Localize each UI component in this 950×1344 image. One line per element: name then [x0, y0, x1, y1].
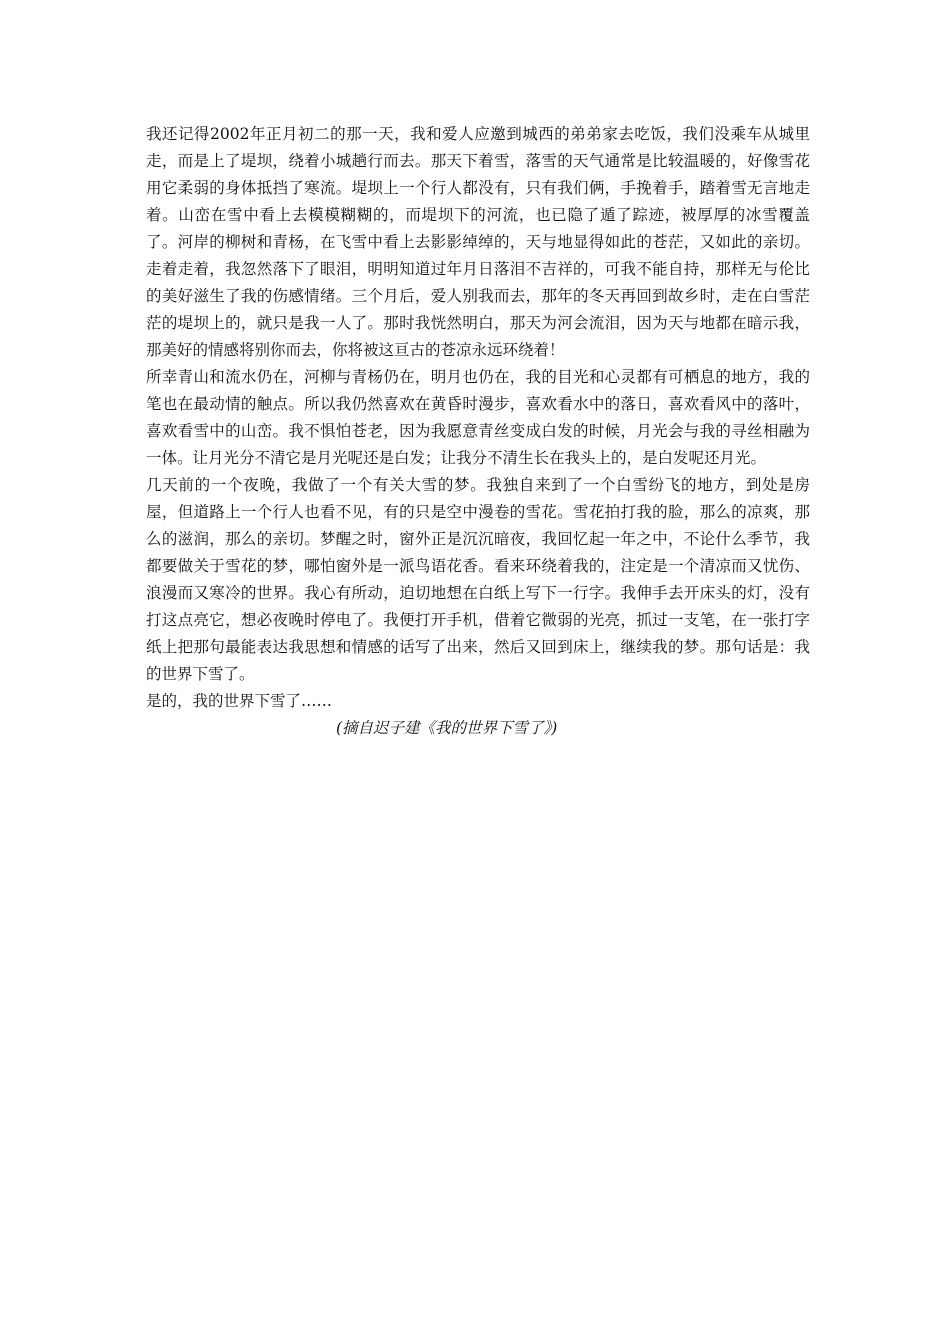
paragraph-2: 所幸青山和流水仍在，河柳与青杨仍在，明月也仍在，我的目光和心灵都有可栖息的地方，我的笔也在最动情的触点。所以我仍然喜欢在黄昏时漫步，喜欢看水中的落日，喜欢看风中的落叶，喜欢看雪中的山峦。我不惧怕苍老，因为我愿意青丝变成白发的时候，月光会与我的寻丝相融为一体。让月光分不清它是月光呢还是白发；让我分不清生长在我头上的，是白发呢还月光。: [146, 368, 810, 467]
paragraph-3: 几天前的一个夜晚，我做了一个有关大雪的梦。我独自来到了一个白雪纷飞的地方，到处是房屋，但道路上一个行人也看不见，有的只是空中漫卷的雪花。雪花拍打我的脸，那么的凉爽，那么的滋润，那么的亲切。梦醒之时，窗外正是沉沉暗夜，我回忆起一年之中，不论什么季节，我都要做关于雪花的梦，哪怕窗外是一派鸟语花香。看来环绕着我的，注定是一个清凉而又忧伤、浪漫而又寒冷的世界。我心有所动，迫切地想在白纸上写下一行字。我伸手去开床头的灯，没有打这点亮它，想必夜晚时停电了。我便打开手机，借着它微弱的光亮，抓过一支笔，在一张打字纸上把那句最能表达我思想和情感的话写了出来，然后又回到床上，继续我的梦。那句话是：我的世界下雪了。: [146, 476, 810, 683]
paragraph-4: 是的，我的世界下雪了……: [146, 692, 333, 710]
paragraph-1: 我还记得2002年正月初二的那一天，我和爱人应邀到城西的弟弟家去吃饭，我们没乘车从城里走，而是上了堤坝，绕着小城趟行而去。那天下着雪，落雪的天气通常是比较温暖的，好像雪花用它柔弱的身体抵挡了寒流。堤坝上一个行人都没有，只有我们俩，手挽着手，踏着雪无言地走着。山峦在雪中看上去模模糊糊的，而堤坝下的河流，也已隐了遁了踪迹，被厚厚的冰雪覆盖了。河岸的柳树和青杨，在飞雪中看上去影影绰绰的，天与地显得如此的苍茫，又如此的亲切。走着走着，我忽然落下了眼泪，明明知道过年月日落泪不吉祥的，可我不能自持，那样无与伦比的美好滋生了我的伤感情绪。三个月后，爱人别我而去，那年的冬天再回到故乡时，走在白雪茫茫的堤坝上的，就只是我一人了。那时我恍然明白，那天为河会流泪，因为天与地都在暗示我，那美好的情感将别你而去，你将被这亘古的苍凉永远环绕着！: [146, 125, 810, 359]
document-page: [146, 121, 810, 742]
source-attribution: (摘自迟子建《我的世界下雪了》): [336, 719, 558, 737]
